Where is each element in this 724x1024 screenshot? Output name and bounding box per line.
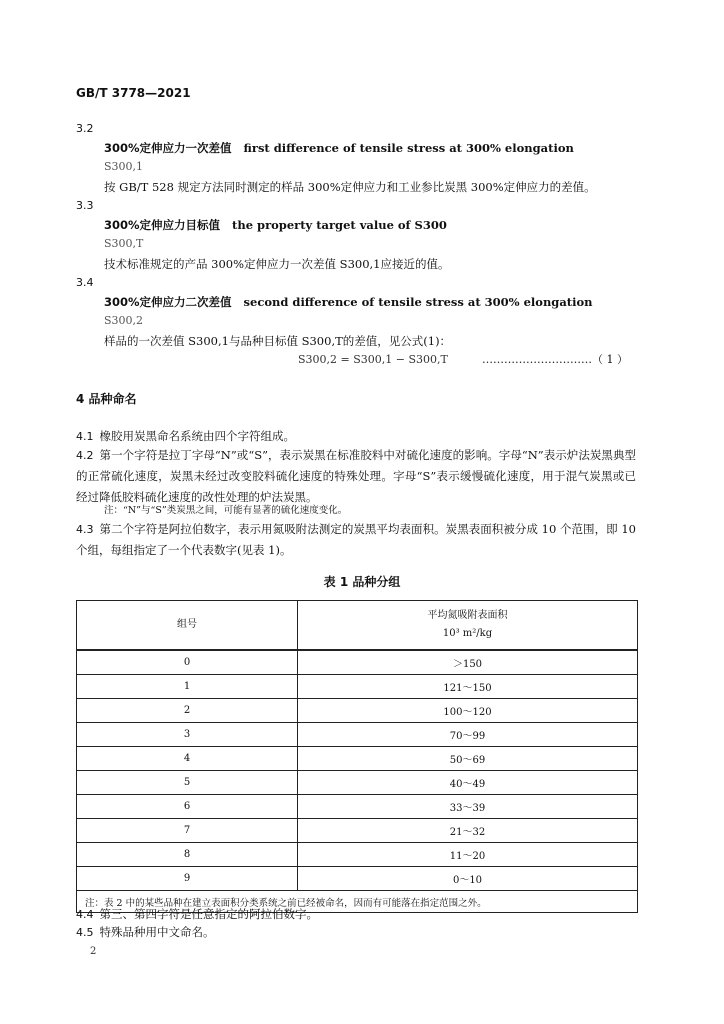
note: 注：“N”与“S”类炭黑之间，可能有显著的硫化速度变化。	[104, 505, 348, 516]
clause-number: 4.5	[76, 926, 94, 939]
clause-number: 4.4	[76, 908, 94, 921]
table-row	[77, 867, 638, 891]
surface-area-cell: 33～39	[298, 795, 638, 819]
table-caption: 表 1 品种分组	[323, 575, 401, 589]
formula-number: …………………………（ 1 ）	[482, 353, 628, 366]
column-header-group-number: 组号	[77, 601, 298, 651]
table-row	[77, 675, 638, 699]
group-number-cell: 0	[77, 650, 298, 675]
clause-number: 4.2	[76, 449, 94, 462]
surface-area-cell: 70～99	[298, 723, 638, 747]
group-number-cell: 5	[77, 771, 298, 795]
clause-number: 3.4	[76, 276, 94, 289]
term-english: second difference of tensile stress at 300% elongation	[243, 295, 593, 309]
table-row	[77, 650, 638, 675]
page-number: 2	[90, 946, 97, 957]
section-heading: 4 品种命名	[76, 392, 137, 406]
surface-area-cell: 50～69	[298, 747, 638, 771]
surface-area-cell: 21～32	[298, 819, 638, 843]
paragraph-text: 特殊品种用中文命名。	[99, 925, 215, 939]
term-definition: 按 GB/T 528 规定方法同时测定的样品 300%定伸应力和工业参比炭黑 300%定伸应力的差值。	[104, 180, 596, 194]
term-chinese: 300%定伸应力二次差值	[104, 295, 232, 309]
term-symbol: S300,1	[104, 160, 144, 173]
group-number-cell: 6	[77, 795, 298, 819]
term-symbol: S300,T	[104, 237, 144, 250]
group-number-cell: 9	[77, 867, 298, 891]
paragraph-text: 第一个字符是拉丁字母“N”或“S”，表示炭黑在标准胶料中对硫化速度的影响。字母“N”表示炉法炭黑典型的正常硫化速度，炭黑未经过改变胶料硫化速度的特殊处理。字母“S”表示缓慢硫化速度，用于混气炭黑或已经过降低胶料硫化速度的改性处理的炉法炭黑。	[76, 448, 636, 504]
table-row	[77, 699, 638, 723]
surface-area-cell: 11～20	[298, 843, 638, 867]
term-heading	[104, 294, 593, 310]
variety-grouping-table	[76, 600, 638, 913]
term-english: first difference of tensile stress at 300% elongation	[243, 141, 574, 155]
column-header-line: 平均氮吸附表面积	[427, 610, 508, 621]
term-symbol: S300,2	[104, 314, 144, 327]
surface-area-cell: 121～150	[298, 675, 638, 699]
term-chinese: 300%定伸应力一次差值	[104, 141, 232, 155]
surface-area-cell: 0～10	[298, 867, 638, 891]
group-number-cell: 4	[77, 747, 298, 771]
clause-number: 3.2	[76, 122, 94, 135]
table-row	[77, 795, 638, 819]
paragraph-text: 第二个字符是阿拉伯数字，表示用氮吸附法测定的炭黑平均表面积。炭黑表面积被分成 10 个范围，即 10 个组，每组指定了一个代表数字(见表 1)。	[76, 522, 636, 557]
group-number-cell: 8	[77, 843, 298, 867]
table-row	[77, 771, 638, 795]
term-chinese: 300%定伸应力目标值	[104, 218, 221, 232]
group-number-cell: 1	[77, 675, 298, 699]
group-number-cell: 2	[77, 699, 298, 723]
table-row	[77, 843, 638, 867]
term-english: the property target value of S300	[232, 218, 447, 232]
clause-number: 4.3	[76, 523, 94, 536]
surface-area-cell: 40～49	[298, 771, 638, 795]
term-heading	[104, 217, 447, 233]
group-number-cell: 3	[77, 723, 298, 747]
term-definition: 技术标准规定的产品 300%定伸应力一次差值 S300,1应接近的值。	[104, 257, 450, 271]
paragraph-4-3	[76, 519, 636, 561]
term-definition: 样品的一次差值 S300,1与品种目标值 S300,T的差值，见公式(1)：	[104, 334, 452, 348]
paragraph-4-2	[76, 445, 636, 508]
standard-number-header: GB/T 3778—2021	[76, 86, 191, 100]
paragraph-text: 橡胶用炭黑命名系统由四个字符组成。	[99, 429, 295, 443]
paragraph-4-1	[76, 426, 636, 447]
table-row	[77, 723, 638, 747]
clause-number: 3.3	[76, 199, 94, 212]
table-row	[77, 747, 638, 771]
table-footnote: 注：表 2 中的某些品种在建立表面积分类系统之前已经被命名，因而有可能落在指定范围之外。	[77, 891, 638, 913]
group-number-cell: 7	[77, 819, 298, 843]
table-row	[77, 819, 638, 843]
surface-area-cell: ＞150	[298, 650, 638, 675]
column-header-unit: 10³ m²/kg	[442, 628, 493, 639]
paragraph-text: 第三、第四字符是任意指定的阿拉伯数字。	[99, 907, 318, 921]
term-heading	[104, 140, 574, 156]
clause-number: 4.1	[76, 430, 94, 443]
surface-area-cell: 100～120	[298, 699, 638, 723]
column-header-surface-area	[298, 601, 638, 651]
formula: S300,2 = S300,1 − S300,T	[298, 353, 448, 366]
paragraph-4-5	[76, 922, 636, 943]
